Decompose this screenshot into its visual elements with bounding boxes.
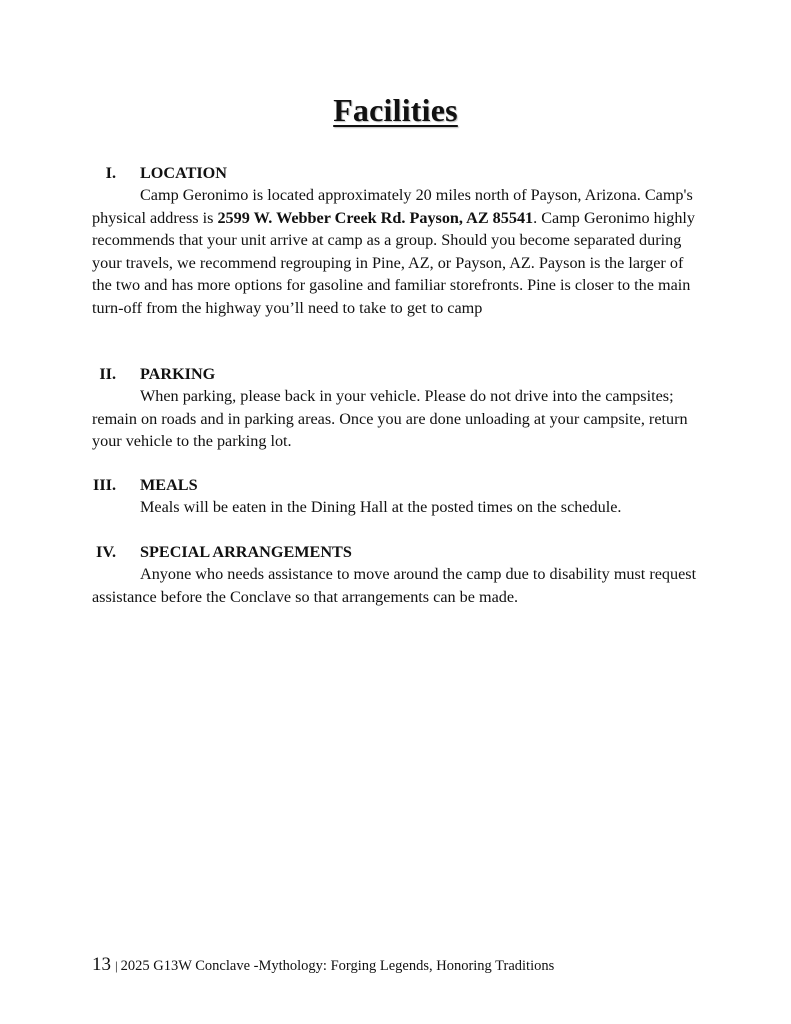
footer-text: 2025 G13W Conclave -Mythology: Forging Legends, Honoring Traditions xyxy=(120,958,555,974)
section-title: LOCATION xyxy=(140,164,227,182)
section-body: When parking, please back in your vehicle. Please do not drive into the campsites; remain on roads and in parking areas. Once you are done unloading at your campsite, return your vehicle to the parking lot. xyxy=(92,387,688,451)
page-footer xyxy=(92,954,712,976)
section-special-arrangements xyxy=(92,541,702,608)
section-numeral: IV. xyxy=(96,543,116,561)
section-heading xyxy=(92,474,702,496)
body-text-part: . Camp Geronimo highly recommends that your unit arrive at camp as a group. Should you become separated during your travels, we recommend regrouping in Pine, AZ, or Payson, AZ. Payson is the larger of the two and has more options for gasoline and familiar storefronts. Pine is closer to the main turn-off from the highway you’ll need to take to get to camp xyxy=(92,208,695,317)
page-title: Facilities xyxy=(333,92,458,128)
section-body: Meals will be eaten in the Dining Hall at the posted times on the schedule. xyxy=(140,498,622,516)
section-location xyxy=(92,162,702,320)
section-heading xyxy=(92,363,702,385)
section-meals xyxy=(92,474,702,519)
section-body xyxy=(92,184,702,320)
section-numeral: I. xyxy=(105,164,116,182)
section-title: SPECIAL ARRANGEMENTS xyxy=(140,543,352,561)
footer-separator: | xyxy=(115,958,118,973)
section-numeral: III. xyxy=(93,476,116,494)
camp-address: 2599 W. Webber Creek Rd. Payson, AZ 85541 xyxy=(217,208,534,227)
page-number: 13 xyxy=(92,954,111,975)
section-body: Anyone who needs assistance to move around the camp due to disability must request assistance before the Conclave so that arrangements can be made. xyxy=(92,565,697,606)
section-numeral: II. xyxy=(99,365,116,383)
section-title: PARKING xyxy=(140,365,216,383)
section-heading xyxy=(92,162,702,184)
section-heading xyxy=(92,541,702,563)
body-text-part: Camp Geronimo is located approximately 20 miles north of Payson, Arizona. Camp's physical address is xyxy=(92,186,693,227)
section-title: MEALS xyxy=(140,476,198,494)
section-parking xyxy=(92,363,702,453)
